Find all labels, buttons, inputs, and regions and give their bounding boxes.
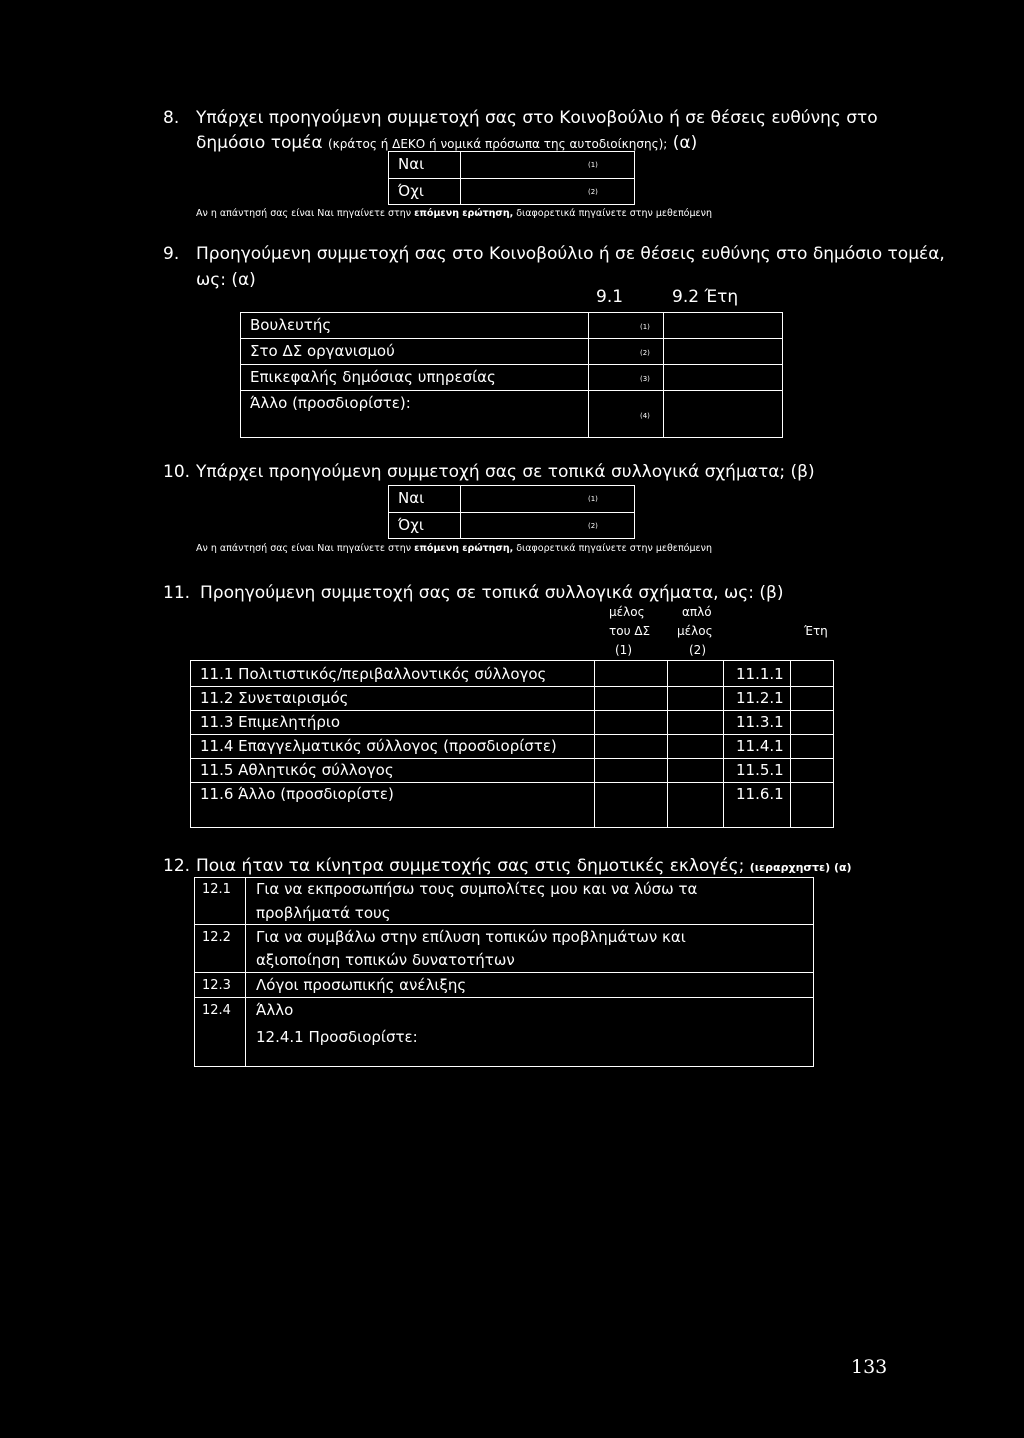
q11-row-line-3 xyxy=(190,734,834,735)
q12-line1-small: (ιεραρχηστε) (α) xyxy=(749,861,852,874)
q11-row-2-label: 11.2 Συνεταιρισμός xyxy=(200,689,349,707)
q9-row-line-1 xyxy=(240,338,783,339)
q11-h1a: μέλος xyxy=(609,605,645,619)
q10-number: 10. xyxy=(163,462,191,482)
q8-text-line1: Υπάρχει προηγούμενη συμμετοχή σας στο Κοινοβούλιο ή σε θέσεις ευθύνης στο xyxy=(196,108,878,128)
q8-note-a: Αν η απάντησή σας είναι Ναι πηγαίνετε στην xyxy=(196,208,415,219)
q8-option-no[interactable]: Όχι xyxy=(398,182,424,200)
q12-row-3-line1: Λόγοι προσωπικής ανέλιξης xyxy=(256,976,467,994)
q11-row-line-4 xyxy=(190,758,834,759)
q11-row-4-label: 11.4 Επαγγελματικός σύλλογος (προσδιορίστε) xyxy=(200,737,557,755)
q8-option-yes[interactable]: Ναι xyxy=(398,155,425,173)
q11-row-2-code: 11.2.1 xyxy=(736,689,784,707)
q9-code-3: (3) xyxy=(640,375,650,383)
q11-h2a: απλό xyxy=(682,605,712,619)
q12-row-2-code: 12.2 xyxy=(202,930,231,945)
q8-note-c: διαφορετικά πηγαίνετε στην μεθεπόμενη xyxy=(513,208,712,219)
q9-text-line2: ως: (α) xyxy=(196,270,256,290)
q9-col1-header: 9.1 xyxy=(596,287,624,307)
page-number: 133 xyxy=(851,1356,888,1378)
q10-option-yes[interactable]: Ναι xyxy=(398,489,425,507)
q10-skip-note xyxy=(196,543,712,554)
q12-row-1-line1: Για να εκπροσωπήσω τους συμπολίτες μου και να λύσω τα xyxy=(256,880,698,898)
q9-row-head: Επικεφαλής δημόσιας υπηρεσίας xyxy=(250,368,496,386)
q8-line2-small: (κράτος ή ΔΕΚΟ ή νομικά πρόσωπα της αυτοδιοίκησης); xyxy=(327,137,668,151)
q9-row-mp: Βουλευτής xyxy=(250,316,332,334)
q11-row-6-code: 11.6.1 xyxy=(736,785,784,803)
q8-code-no: (2) xyxy=(588,188,598,196)
q9-row-line-3 xyxy=(240,390,783,391)
q10-option-no[interactable]: Όχι xyxy=(398,516,424,534)
q8-note-b: επόμενη ερώτηση, xyxy=(414,208,514,219)
q9-code-2: (2) xyxy=(640,349,650,357)
q11-row-3-code: 11.3.1 xyxy=(736,713,784,731)
q12-text-line1 xyxy=(196,856,852,876)
q12-row-line-2 xyxy=(194,972,814,973)
q11-h2b: μέλος xyxy=(677,624,713,638)
q11-row-line-2 xyxy=(190,710,834,711)
q11-row-1-label: 11.1 Πολιτιστικός/περιβαλλοντικός σύλλογος xyxy=(200,665,547,683)
q9-text-line1: Προηγούμενη συμμετοχή σας στο Κοινοβούλιο ή σε θέσεις ευθύνης στο δημόσιο τομέα, xyxy=(196,244,945,264)
q10-row-divider xyxy=(388,512,635,513)
q11-row-1-code: 11.1.1 xyxy=(736,665,784,683)
q12-row-4-line1: Άλλο xyxy=(256,1001,294,1019)
q12-row-line-1 xyxy=(194,924,814,925)
q10-note-a: Αν η απάντησή σας είναι Ναι πηγαίνετε στην xyxy=(196,543,415,554)
q11-row-line-5 xyxy=(190,782,834,783)
q9-col2-header: 9.2 Έτη xyxy=(672,287,739,307)
q9-row-board: Στο ΔΣ οργανισμού xyxy=(250,342,395,360)
q10-code-yes: (1) xyxy=(588,495,598,503)
q8-number: 8. xyxy=(163,108,180,128)
q9-col-divider-1 xyxy=(588,312,589,438)
q9-row-line-2 xyxy=(240,364,783,365)
q10-code-no: (2) xyxy=(588,522,598,530)
q11-h2c: (2) xyxy=(689,643,706,657)
q9-col-divider-2 xyxy=(663,312,664,438)
q12-row-line-3 xyxy=(194,997,814,998)
q11-h1c: (1) xyxy=(615,643,632,657)
q12-row-2-line1: Για να συμβάλω στην επίλυση τοπικών προβλημάτων και xyxy=(256,928,686,946)
q12-row-2-line2: αξιοποίηση τοπικών δυνατοτήτων xyxy=(256,951,515,969)
q8-code-yes: (1) xyxy=(588,161,598,169)
q12-row-4-line2: 12.4.1 Προσδιορίστε: xyxy=(256,1028,418,1046)
q11-row-5-label: 11.5 Αθλητικός σύλλογος xyxy=(200,761,394,779)
q8-row-divider xyxy=(388,178,635,179)
q11-number: 11. xyxy=(163,583,191,603)
q11-row-line-1 xyxy=(190,686,834,687)
q11-h3: Έτη xyxy=(804,624,828,638)
q8-line2-main: δημόσιο τομέα xyxy=(196,133,323,153)
q12-row-1-line2: προβλήματά τους xyxy=(256,904,391,922)
q9-number: 9. xyxy=(163,244,180,264)
q9-row-other: Άλλο (προσδιορίστε): xyxy=(250,394,411,412)
q8-line2-end: (α) xyxy=(672,133,698,153)
q11-h1b: του ΔΣ xyxy=(609,624,651,638)
q11-text-line1: Προηγούμενη συμμετοχή σας σε τοπικά συλλογικά σχήματα, ως: (β) xyxy=(200,583,784,603)
q12-row-4-code: 12.4 xyxy=(202,1003,231,1018)
q11-row-6-label: 11.6 Άλλο (προσδιορίστε) xyxy=(200,785,394,803)
q8-skip-note xyxy=(196,208,712,219)
q10-note-c: διαφορετικά πηγαίνετε στην μεθεπόμενη xyxy=(513,543,712,554)
q11-row-5-code: 11.5.1 xyxy=(736,761,784,779)
q12-number: 12. xyxy=(163,856,191,876)
q10-text-line1: Υπάρχει προηγούμενη συμμετοχή σας σε τοπικά συλλογικά σχήματα; (β) xyxy=(196,462,815,482)
q11-row-4-code: 11.4.1 xyxy=(736,737,784,755)
q10-note-b: επόμενη ερώτηση, xyxy=(414,543,514,554)
q12-row-3-code: 12.3 xyxy=(202,978,231,993)
q9-code-4: (4) xyxy=(640,412,650,420)
q12-row-1-code: 12.1 xyxy=(202,882,231,897)
q8-text-line2 xyxy=(196,133,697,153)
q12-line1-main: Ποια ήταν τα κίνητρα συμμετοχής σας στις δημοτικές εκλογές; xyxy=(196,856,745,876)
q11-row-3-label: 11.3 Επιμελητήριο xyxy=(200,713,341,731)
q9-code-1: (1) xyxy=(640,323,650,331)
